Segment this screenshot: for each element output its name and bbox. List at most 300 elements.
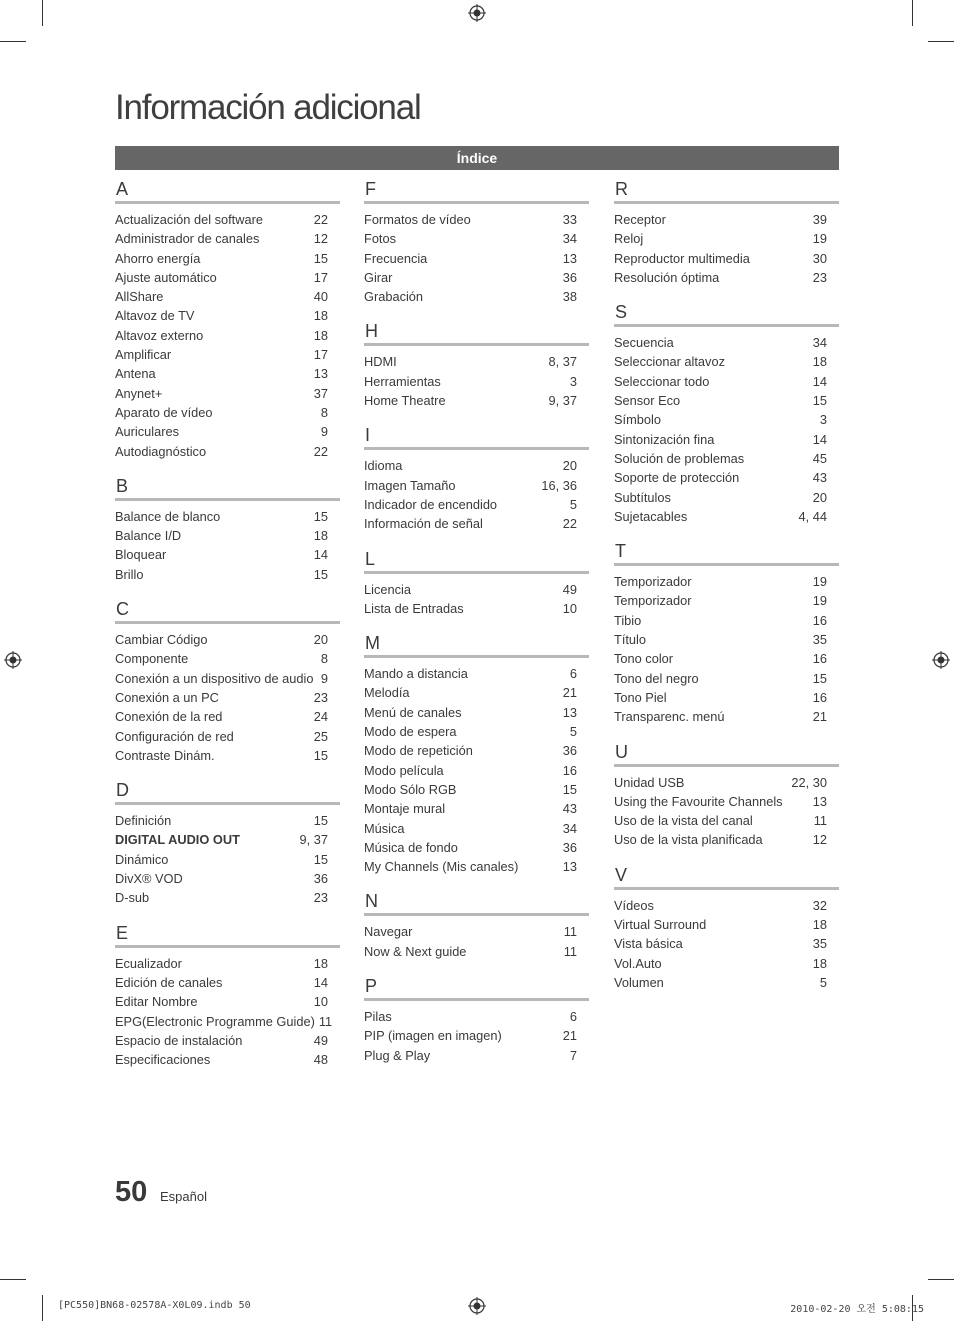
index-page-ref: 18	[313, 528, 328, 544]
index-term: Ajuste automático	[115, 269, 217, 285]
index-page-ref: 30	[812, 250, 827, 266]
index-term: Altavoz de TV	[115, 308, 195, 324]
index-page-ref: 25	[313, 728, 328, 744]
section-divider	[115, 621, 340, 624]
index-entry	[115, 442, 340, 461]
index-page-ref: 9	[320, 424, 328, 440]
index-entry	[614, 430, 839, 449]
index-page-ref: 36	[562, 743, 577, 759]
section-divider	[614, 887, 839, 890]
registration-mark-icon	[468, 4, 486, 22]
section-divider	[364, 343, 589, 346]
index-entry	[364, 838, 589, 857]
index-entry	[115, 306, 340, 325]
index-term: Fotos	[364, 231, 397, 247]
index-page-ref: 8, 37	[548, 354, 577, 370]
index-term: Melodía	[364, 685, 410, 701]
index-term: Subtítulos	[614, 489, 671, 505]
index-term: Tono del negro	[614, 670, 699, 686]
index-term: D-sub	[115, 890, 150, 906]
index-entry	[364, 456, 589, 475]
index-page-ref: 4, 44	[798, 508, 827, 524]
page-language: Español	[160, 1189, 207, 1204]
section-divider	[115, 945, 340, 948]
index-term: Sujetacables	[614, 508, 688, 524]
index-term: Música	[364, 820, 405, 836]
section-divider	[115, 201, 340, 204]
index-page-ref: 23	[313, 689, 328, 705]
index-entry	[364, 683, 589, 702]
index-term: Símbolo	[614, 412, 661, 428]
index-entry	[115, 526, 340, 545]
index-term: Reproductor multimedia	[614, 250, 750, 266]
index-term: Using the Favourite Channels	[614, 793, 783, 809]
section-letter: C	[116, 599, 129, 620]
index-term: Temporizador	[614, 593, 692, 609]
index-page-ref: 48	[313, 1052, 328, 1068]
index-entry	[364, 514, 589, 533]
crop-mark	[0, 41, 26, 42]
index-entry	[115, 403, 340, 422]
index-section-i	[364, 424, 589, 533]
index-entry	[115, 364, 340, 383]
index-term: Home Theatre	[364, 393, 446, 409]
index-entry	[115, 229, 340, 248]
index-page-ref: 15	[313, 566, 328, 582]
index-term: Amplificar	[115, 347, 172, 363]
section-divider	[614, 764, 839, 767]
index-term: Seleccionar todo	[614, 373, 710, 389]
index-page-ref: 22, 30	[791, 774, 827, 790]
index-term: Pilas	[364, 1009, 392, 1025]
index-term: Mando a distancia	[364, 666, 468, 682]
section-letter: E	[116, 922, 129, 943]
index-page-ref: 17	[313, 269, 328, 285]
index-term: Reloj	[614, 231, 644, 247]
index-entry	[614, 896, 839, 915]
index-entry	[364, 799, 589, 818]
index-term: Balance I/D	[115, 528, 182, 544]
section-letter: F	[365, 179, 376, 199]
section-divider	[115, 498, 340, 501]
index-entry	[115, 1050, 340, 1069]
index-page-ref: 22	[313, 212, 328, 227]
index-term: Información de señal	[364, 516, 483, 532]
index-page-ref: 20	[562, 458, 577, 474]
index-entry	[115, 268, 340, 287]
section-divider	[364, 571, 589, 574]
index-term: Componente	[115, 651, 189, 667]
index-page-ref: 14	[812, 373, 827, 389]
section-letter: N	[365, 891, 378, 912]
index-column-3	[614, 178, 839, 1006]
index-section-a	[115, 178, 340, 461]
index-term: Título	[614, 632, 647, 648]
page-title: Información adicional	[115, 88, 421, 127]
index-term: Antena	[115, 366, 156, 382]
index-page-ref: 49	[313, 1032, 328, 1048]
index-entry	[614, 449, 839, 468]
index-entry	[115, 545, 340, 564]
index-page-ref: 36	[313, 871, 328, 887]
section-letter: L	[365, 548, 376, 569]
index-term: Tono color	[614, 651, 674, 667]
section-letter: T	[615, 541, 626, 562]
index-term: AllShare	[115, 289, 164, 305]
registration-mark-icon	[4, 651, 22, 669]
index-page-ref: 6	[569, 1009, 577, 1025]
index-term: Sintonización fina	[614, 431, 715, 447]
index-page-ref: 17	[313, 347, 328, 363]
index-term: Editar Nombre	[115, 994, 198, 1010]
index-entry	[614, 792, 839, 811]
index-page-ref: 15	[812, 670, 827, 686]
index-term: Soporte de protección	[614, 470, 740, 486]
crop-mark	[928, 41, 954, 42]
section-divider	[364, 913, 589, 916]
index-entry	[614, 268, 839, 287]
index-term: Vídeos	[614, 897, 654, 913]
index-section-c	[115, 598, 340, 765]
index-page-ref: 3	[569, 373, 577, 389]
index-page-ref: 19	[812, 231, 827, 247]
section-letter: D	[116, 780, 129, 801]
index-page-ref: 35	[812, 632, 827, 648]
index-term: Receptor	[614, 212, 666, 227]
index-page-ref: 5	[569, 724, 577, 740]
index-term: Menú de canales	[364, 704, 462, 720]
index-entry	[115, 345, 340, 364]
index-term: Brillo	[115, 566, 144, 582]
index-term: Música de fondo	[364, 839, 458, 855]
index-entry	[115, 422, 340, 441]
index-entry	[364, 268, 589, 287]
index-entry	[614, 468, 839, 487]
index-term: Uso de la vista planificada	[614, 832, 763, 848]
index-term: Seleccionar altavoz	[614, 354, 725, 370]
index-page-ref: 15	[562, 781, 577, 797]
index-term: Configuración de red	[115, 728, 234, 744]
index-section-v	[614, 864, 839, 992]
index-term: Indicador de encendido	[364, 496, 498, 512]
index-entry	[364, 476, 589, 495]
registration-mark-icon	[468, 1297, 486, 1315]
crop-mark	[912, 0, 913, 26]
index-entry	[115, 888, 340, 907]
index-entry	[614, 333, 839, 352]
index-term: Grabación	[364, 289, 424, 305]
index-term: Formatos de vídeo	[364, 212, 471, 227]
index-page-ref: 21	[562, 685, 577, 701]
index-section-d	[115, 779, 340, 907]
index-entry	[115, 1031, 340, 1050]
index-entry	[115, 565, 340, 584]
index-term: Resolución óptima	[614, 269, 720, 285]
index-term: Cambiar Código	[115, 632, 208, 648]
index-entry	[364, 780, 589, 799]
index-page-ref: 5	[819, 974, 827, 990]
index-term: Autodiagnóstico	[115, 443, 207, 459]
index-term: Tibio	[614, 612, 642, 628]
index-section-h	[364, 320, 589, 410]
section-divider	[364, 655, 589, 658]
index-term: Ecualizador	[115, 955, 182, 971]
index-term: Unidad USB	[614, 774, 685, 790]
index-term: Altavoz externo	[115, 327, 204, 343]
index-entry	[364, 1026, 589, 1045]
print-slug-file: [PC550]BN68-02578A-X0L09.indb 50	[58, 1300, 251, 1311]
index-term: HDMI	[364, 354, 397, 370]
index-entry	[614, 669, 839, 688]
index-entry	[364, 761, 589, 780]
index-page-ref: 16	[812, 651, 827, 667]
crop-mark	[928, 1279, 954, 1280]
index-term: Sensor Eco	[614, 393, 681, 409]
index-entry	[614, 649, 839, 668]
index-page-ref: 18	[812, 955, 827, 971]
index-entry	[364, 942, 589, 961]
index-page-ref: 18	[313, 327, 328, 343]
index-term: Espacio de instalación	[115, 1032, 243, 1048]
index-term: Conexión de la red	[115, 709, 223, 725]
index-page-ref: 34	[562, 820, 577, 836]
index-term: Anynet+	[115, 385, 163, 401]
index-page-ref: 15	[812, 393, 827, 409]
index-page-ref: 45	[812, 450, 827, 466]
index-entry	[614, 811, 839, 830]
section-divider	[614, 563, 839, 566]
index-page-ref: 10	[313, 994, 328, 1010]
index-term: My Channels (Mis canales)	[364, 859, 519, 875]
index-page-ref: 16	[812, 612, 827, 628]
index-term: Imagen Tamaño	[364, 477, 456, 493]
index-term: Idioma	[364, 458, 403, 474]
index-entry	[364, 1046, 589, 1065]
index-term: Contraste Dinám.	[115, 747, 215, 763]
index-entry	[614, 915, 839, 934]
section-letter: B	[116, 475, 129, 496]
index-page-ref: 22	[562, 516, 577, 532]
index-entry	[364, 1007, 589, 1026]
index-page-ref: 13	[812, 793, 827, 809]
index-page-ref: 12	[812, 832, 827, 848]
index-entry	[614, 372, 839, 391]
index-page-ref: 16	[812, 689, 827, 705]
index-entry	[614, 410, 839, 429]
index-entry	[115, 326, 340, 345]
index-entry	[115, 384, 340, 403]
index-entry	[364, 819, 589, 838]
index-entry	[614, 688, 839, 707]
index-page-ref: 34	[562, 231, 577, 247]
index-page-ref: 10	[562, 600, 577, 616]
index-page-ref: 11	[813, 813, 827, 829]
section-divider	[614, 201, 839, 204]
index-page-ref: 33	[562, 212, 577, 227]
index-term: Plug & Play	[364, 1047, 431, 1063]
index-entry	[115, 869, 340, 888]
index-entry	[364, 391, 589, 410]
index-term: Licencia	[364, 581, 411, 597]
print-slug-date: 2010-02-20 오전 5:08:15	[790, 1304, 924, 1315]
index-page-ref: 8	[320, 651, 328, 667]
index-banner: Índice	[115, 146, 839, 170]
index-entry	[364, 741, 589, 760]
index-entry	[115, 688, 340, 707]
index-page-ref: 19	[812, 574, 827, 590]
index-term: Navegar	[364, 924, 413, 940]
index-entry	[115, 249, 340, 268]
index-entry	[614, 488, 839, 507]
index-entry	[614, 830, 839, 849]
index-entry	[364, 210, 589, 229]
index-term: Virtual Surround	[614, 917, 707, 933]
index-entry	[614, 210, 839, 229]
crop-mark	[42, 0, 43, 26]
index-page-ref: 23	[812, 269, 827, 285]
index-term: Dinámico	[115, 851, 169, 867]
index-page-ref: 49	[562, 581, 577, 597]
index-entry	[115, 630, 340, 649]
index-entry	[614, 630, 839, 649]
index-page-ref: 12	[313, 231, 328, 247]
page-number: 50	[115, 1176, 148, 1208]
index-entry	[115, 830, 340, 849]
index-entry	[364, 287, 589, 306]
index-page-ref: 43	[562, 801, 577, 817]
index-term: Modo de repetición	[364, 743, 473, 759]
index-term: Temporizador	[614, 574, 692, 590]
index-term: Lista de Entradas	[364, 600, 464, 616]
index-term: Now & Next guide	[364, 943, 467, 959]
index-page-ref: 15	[313, 508, 328, 524]
index-entry	[115, 210, 340, 229]
index-term: Ahorro energía	[115, 250, 201, 266]
index-page-ref: 13	[562, 859, 577, 875]
index-entry	[614, 591, 839, 610]
index-entry	[115, 973, 340, 992]
index-entry	[614, 352, 839, 371]
index-page-ref: 9	[320, 670, 328, 686]
index-entry	[614, 391, 839, 410]
index-entry	[364, 229, 589, 248]
index-page-ref: 13	[562, 250, 577, 266]
index-term: Solución de problemas	[614, 450, 745, 466]
index-term: Especificaciones	[115, 1052, 211, 1068]
section-letter: I	[365, 425, 371, 446]
index-page-ref: 6	[569, 666, 577, 682]
index-page-ref: 8	[320, 404, 328, 420]
index-page-ref: 20	[812, 489, 827, 505]
index-page-ref: 20	[313, 632, 328, 648]
index-page-ref: 36	[562, 839, 577, 855]
index-term: Definición	[115, 813, 172, 829]
index-term: Uso de la vista del canal	[614, 813, 753, 829]
index-entry	[364, 722, 589, 741]
index-term: Conexión a un dispositivo de audio	[115, 670, 314, 686]
index-page-ref: 9, 37	[299, 832, 328, 848]
index-section-s	[614, 301, 839, 526]
index-section-e	[115, 922, 340, 1070]
index-term: Modo película	[364, 762, 444, 778]
index-page-ref: 11	[318, 1013, 333, 1029]
index-entry	[614, 954, 839, 973]
index-section-p	[364, 975, 589, 1065]
index-section-f	[364, 178, 589, 306]
index-entry	[115, 507, 340, 526]
index-page-ref: 32	[812, 897, 827, 913]
section-letter: R	[615, 179, 628, 199]
section-divider	[115, 802, 340, 805]
index-entry	[115, 649, 340, 668]
section-letter: V	[615, 864, 628, 885]
index-entry	[115, 954, 340, 973]
index-page-ref: 34	[812, 335, 827, 351]
index-page-ref: 16, 36	[541, 477, 577, 493]
index-page-ref: 40	[313, 289, 328, 305]
crop-mark	[0, 1279, 26, 1280]
index-page-ref: 18	[313, 955, 328, 971]
index-term: Auriculares	[115, 424, 180, 440]
index-page-ref: 7	[569, 1047, 577, 1063]
index-entry	[115, 707, 340, 726]
index-page-ref: 23	[313, 890, 328, 906]
index-page-ref: 14	[812, 431, 827, 447]
index-section-b	[115, 475, 340, 584]
index-page-ref: 5	[569, 496, 577, 512]
index-page-ref: 16	[562, 762, 577, 778]
index-page-ref: 15	[313, 813, 328, 829]
registration-mark-icon	[932, 651, 950, 669]
index-entry	[115, 992, 340, 1011]
index-entry	[614, 249, 839, 268]
index-column-2	[364, 178, 589, 1079]
crop-mark	[42, 1295, 43, 1321]
index-entry	[115, 287, 340, 306]
index-entry	[364, 352, 589, 371]
index-page-ref: 13	[313, 366, 328, 382]
index-entry	[364, 495, 589, 514]
index-term: Aparato de vídeo	[115, 404, 213, 420]
index-entry	[115, 850, 340, 869]
index-entry	[614, 611, 839, 630]
section-letter: S	[615, 302, 628, 323]
index-section-l	[364, 548, 589, 619]
section-divider	[364, 201, 589, 204]
index-term: Vista básica	[614, 936, 683, 952]
index-term: DIGITAL AUDIO OUT	[115, 832, 240, 848]
index-entry	[364, 580, 589, 599]
index-page-ref: 18	[812, 917, 827, 933]
index-entry	[614, 507, 839, 526]
index-section-t	[614, 540, 839, 726]
index-term: Conexión a un PC	[115, 689, 219, 705]
index-entry	[115, 669, 340, 688]
index-section-r	[614, 178, 839, 287]
index-term: PIP (imagen en imagen)	[364, 1028, 502, 1044]
index-term: Girar	[364, 269, 393, 285]
section-letter: P	[365, 976, 378, 997]
index-entry	[115, 727, 340, 746]
index-entry	[364, 922, 589, 941]
index-entry	[614, 229, 839, 248]
index-page-ref: 24	[313, 709, 328, 725]
index-term: Tono Piel	[614, 689, 667, 705]
index-page-ref: 14	[313, 974, 328, 990]
index-section-n	[364, 890, 589, 961]
index-page-ref: 35	[812, 936, 827, 952]
index-entry	[614, 973, 839, 992]
